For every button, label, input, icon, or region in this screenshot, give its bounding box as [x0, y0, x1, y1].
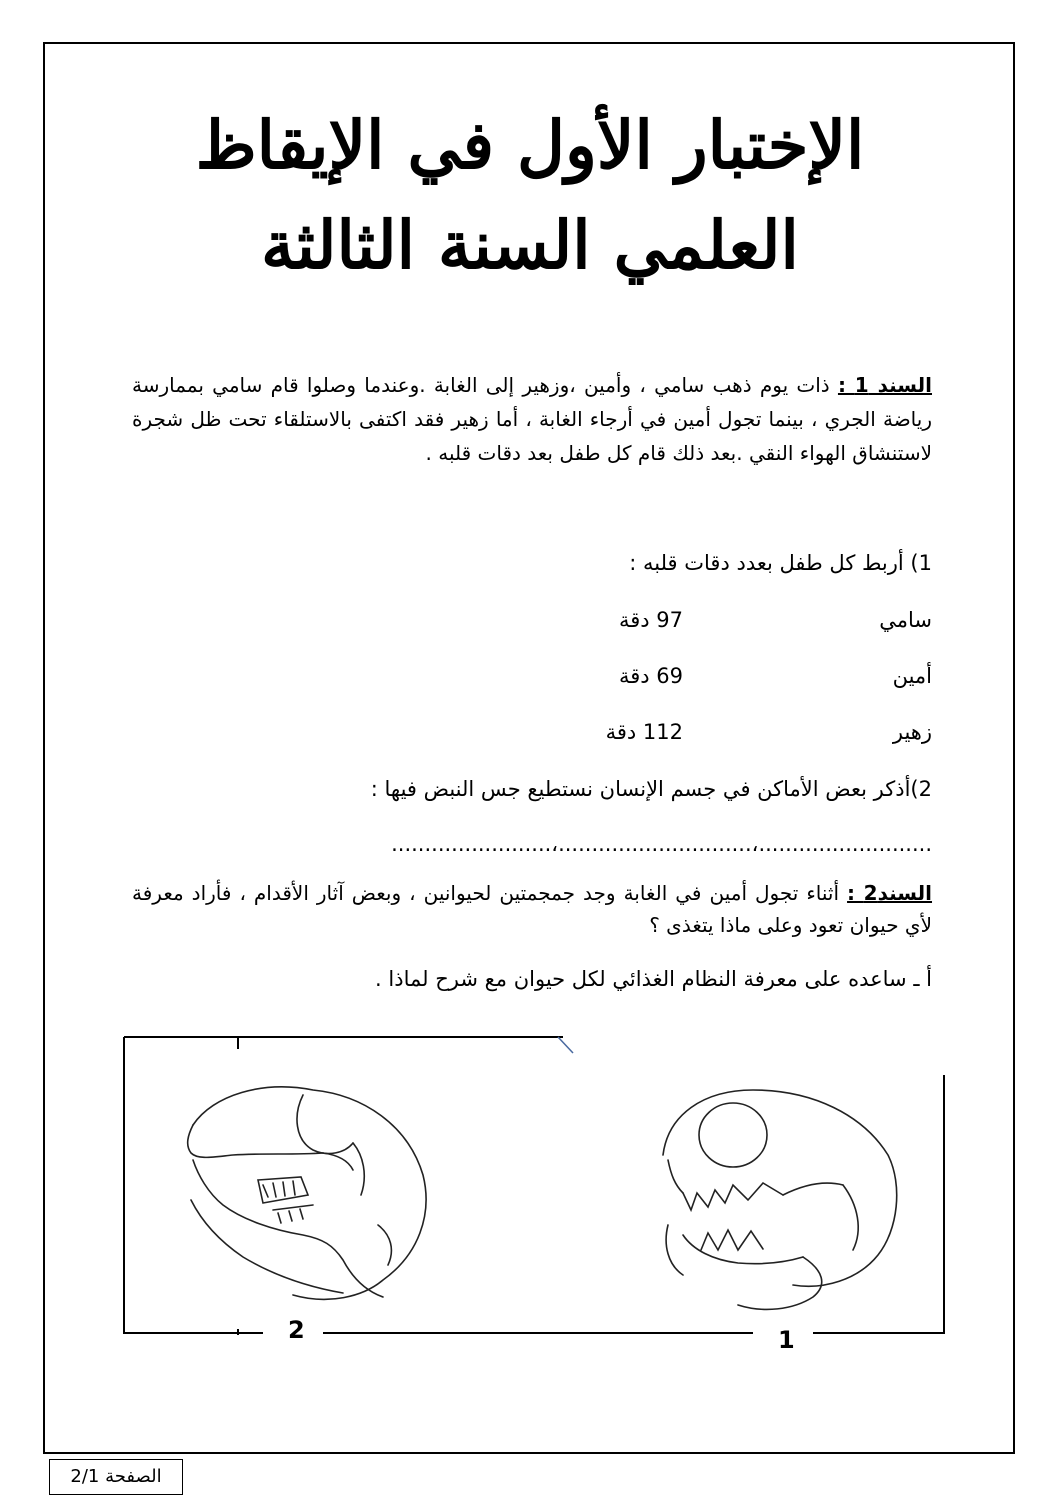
figure-frame — [124, 1037, 944, 1335]
answer-dotted-line: ..........................،.............................،........................ — [391, 832, 932, 856]
heartbeat-count-2: 69 دقة — [618, 664, 683, 688]
child-name-2: أمين — [892, 664, 932, 688]
exam-title-line-2: العلمي السنة الثالثة — [261, 206, 799, 284]
heartbeat-count-3: 112 دقة — [605, 720, 683, 744]
question-a: أ ـ ساعده على معرفة النظام الغذائي لكل حيوان مع شرح لماذا . — [375, 967, 932, 991]
sanad-2-paragraph — [132, 877, 932, 941]
page-number-box: الصفحة 2/1 — [49, 1459, 183, 1495]
question-2: 2)أذكر بعض الأماكن في جسم الإنسان نستطيع جس النبض فيها : — [370, 777, 932, 801]
figure-label-2: 2 — [288, 1316, 305, 1344]
child-name-1: سامي — [879, 608, 932, 632]
sanad-2-text: أثناء تجول أمين في الغابة وجد جمجمتين لحيوانين ، وبعض آثار الأقدام ، فأراد معرفة لأي حيوان تعود وعلى ماذا يتغذى ؟ — [132, 881, 932, 937]
stray-mark — [558, 1037, 573, 1053]
carnivore-skull-drawing — [663, 1090, 897, 1309]
herbivore-skull-drawing — [188, 1087, 426, 1299]
sanad-2-label: السند2 : — [847, 881, 933, 905]
question-1: 1) أربط كل طفل بعدد دقات قلبه : — [629, 551, 932, 575]
figure-label-1: 1 — [778, 1326, 795, 1354]
sanad-1-paragraph — [132, 368, 932, 470]
skulls-figure — [123, 1035, 945, 1335]
sanad-1-text: ذات يوم ذهب سامي ، وأمين ،وزهير إلى الغابة .وعندما وصلوا قام سامي بممارسة رياضة الجري ، بينما تجول أمين في أرجاء الغابة ، أما زهير فقد اكتفى بالاستلقاء تحت ظل شجرة لاستنشاق الهواء النقي .بعد ذلك قام كل طفل بعد دقات قلبه . — [132, 373, 932, 465]
exam-title-line-1: الإختبار الأول في الإيقاظ — [195, 106, 865, 184]
child-name-3: زهير — [892, 720, 932, 744]
heartbeat-count-1: 97 دقة — [618, 608, 683, 632]
sanad-1-label: السند 1 : — [837, 373, 932, 397]
